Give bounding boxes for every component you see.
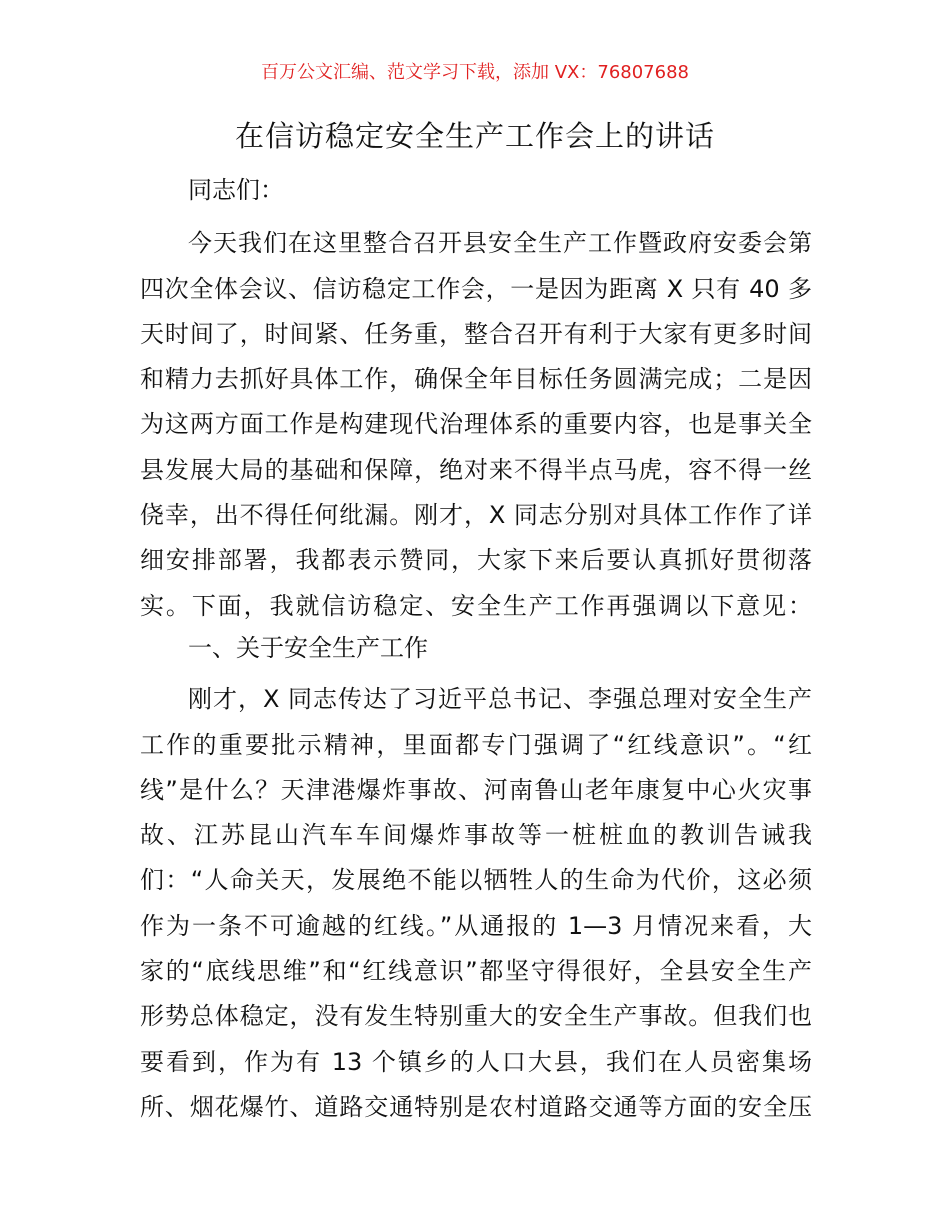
paragraph-line: 线”是什么？天津港爆炸事故、河南鲁山老年康复中心火灾事 [140, 775, 812, 804]
paragraph-line: 要看到，作为有 13 个镇乡的人口大县，我们在人员密集场 [140, 1047, 812, 1076]
paragraph-line: 天时间了，时间紧、任务重，整合召开有利于大家有更多时间 [140, 319, 812, 348]
paragraph-line: 为这两方面工作是构建现代治理体系的重要内容，也是事关全 [140, 410, 812, 439]
paragraph-line: 作为一条不可逾越的红线。”从通报的 1—3 月情况来看，大 [140, 911, 812, 940]
paragraph-line: 故、江苏昆山汽车车间爆炸事故等一桩桩血的教训告诫我 [140, 821, 812, 850]
paragraph-line: 实。下面，我就信访稳定、安全生产工作再强调以下意见： [140, 591, 812, 620]
paragraph-line: 四次全体会议、信访稳定工作会，一是因为距离 X 只有 40 多 [140, 274, 812, 303]
paragraph-line: 县发展大局的基础和保障，绝对来不得半点马虎，容不得一丝 [140, 455, 812, 484]
document-title: 在信访稳定安全生产工作会上的讲话 [234, 119, 715, 153]
paragraph-line: 工作的重要批示精神，里面都专门强调了“红线意识”。“红 [140, 730, 812, 759]
paragraph-line: 细安排部署，我都表示赞同，大家下来后要认真抓好贯彻落 [140, 546, 812, 575]
watermark-header: 百万公文汇编、范文学习下载，添加 VX：76807688 [261, 62, 689, 83]
paragraph-line: 所、烟花爆竹、道路交通特别是农村道路交通等方面的安全压 [140, 1092, 812, 1121]
paragraph-line: 和精力去抓好具体工作，确保全年目标任务圆满完成；二是因 [140, 365, 812, 394]
section-heading: 一、关于安全生产工作 [188, 633, 428, 662]
paragraph-2 [140, 677, 812, 1130]
paragraph-line: 刚才，X 同志传达了习近平总书记、李强总理对安全生产 [188, 685, 812, 714]
document-body [140, 168, 812, 1130]
paragraph-line: 侥幸，出不得任何纰漏。刚才，X 同志分别对具体工作作了详 [140, 501, 812, 530]
paragraph-1 [140, 221, 812, 629]
paragraph-line: 们：“人命关天，发展绝不能以牺牲人的生命为代价，这必须 [140, 866, 812, 895]
paragraph-line: 今天我们在这里整合召开县安全生产工作暨政府安委会第 [188, 229, 812, 258]
greeting: 同志们： [188, 176, 284, 204]
paragraph-line: 形势总体稳定，没有发生特别重大的安全生产事故。但我们也 [140, 1002, 812, 1031]
paragraph-line: 家的“底线思维”和“红线意识”都坚守得很好，全县安全生产 [140, 957, 812, 986]
